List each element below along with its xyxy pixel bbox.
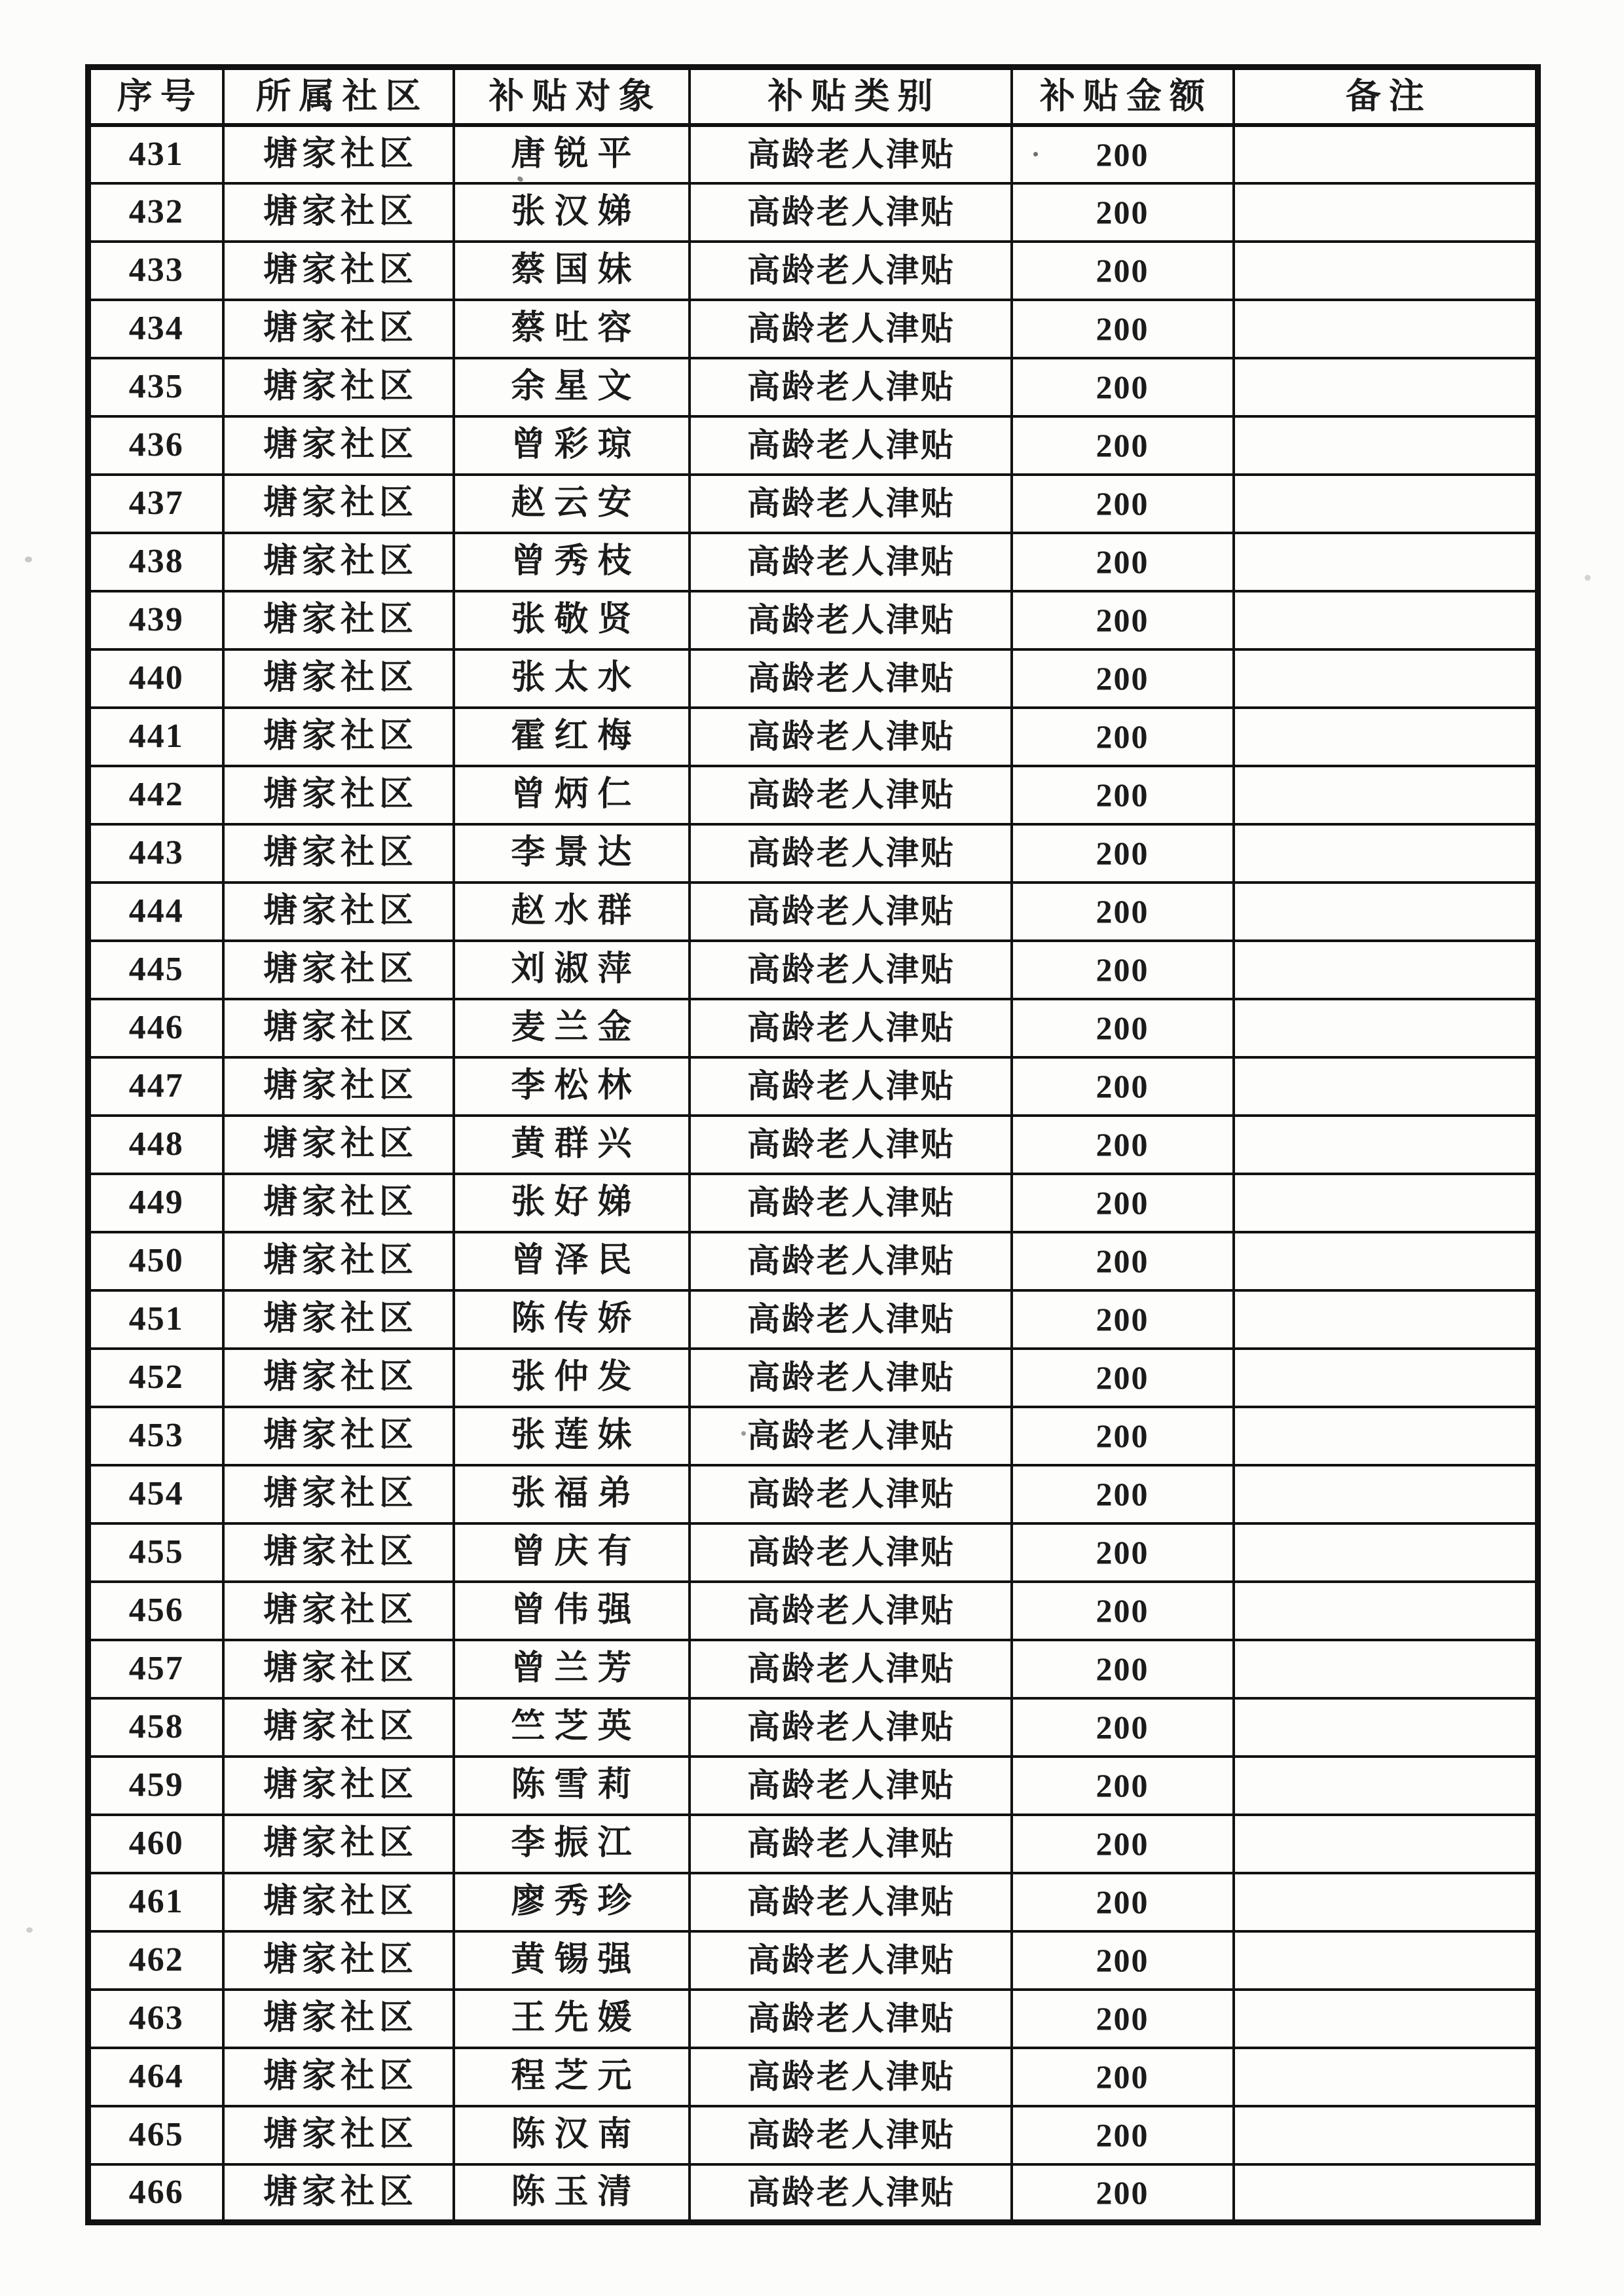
cell-amount: 200 [1012, 1640, 1234, 1698]
cell-name: 曾庆有 [454, 1523, 690, 1582]
cell-community: 塘家社区 [223, 2048, 454, 2106]
cell-category: 高龄老人津贴 [690, 1931, 1012, 1990]
table-row [88, 1873, 1538, 1931]
cell-name: 竺芝英 [454, 1698, 690, 1757]
cell-community: 塘家社区 [223, 2164, 454, 2223]
cell-name: 曾炳仁 [454, 766, 690, 824]
cell-name: 黄群兴 [454, 1116, 690, 1174]
cell-amount: 200 [1012, 1116, 1234, 1174]
cell-name: 唐锐平 [454, 125, 690, 183]
cell-community: 塘家社区 [223, 649, 454, 708]
cell-category: 高龄老人津贴 [690, 1407, 1012, 1465]
cell-serial: 448 [88, 1116, 223, 1174]
cell-name: 张好娣 [454, 1174, 690, 1232]
cell-serial: 437 [88, 475, 223, 533]
cell-name: 陈雪莉 [454, 1757, 690, 1815]
table-row [88, 708, 1538, 766]
cell-category: 高龄老人津贴 [690, 1174, 1012, 1232]
cell-community: 塘家社区 [223, 125, 454, 183]
cell-note [1234, 1407, 1538, 1465]
cell-amount: 200 [1012, 125, 1234, 183]
cell-note [1234, 649, 1538, 708]
cell-category: 高龄老人津贴 [690, 183, 1012, 242]
table-body [88, 125, 1538, 2223]
cell-serial: 459 [88, 1757, 223, 1815]
cell-community: 塘家社区 [223, 941, 454, 999]
cell-community: 塘家社区 [223, 883, 454, 941]
cell-serial: 446 [88, 999, 223, 1057]
cell-category: 高龄老人津贴 [690, 1640, 1012, 1698]
cell-amount: 200 [1012, 1465, 1234, 1523]
cell-community: 塘家社区 [223, 1873, 454, 1931]
cell-amount: 200 [1012, 2048, 1234, 2106]
table-row [88, 1174, 1538, 1232]
cell-amount: 200 [1012, 1815, 1234, 1873]
cell-community: 塘家社区 [223, 1232, 454, 1290]
scan-speckle [25, 556, 32, 562]
cell-note [1234, 475, 1538, 533]
cell-serial: 442 [88, 766, 223, 824]
cell-serial: 463 [88, 1990, 223, 2048]
cell-note [1234, 1465, 1538, 1523]
cell-amount: 200 [1012, 708, 1234, 766]
cell-serial: 461 [88, 1873, 223, 1931]
cell-category: 高龄老人津贴 [690, 1290, 1012, 1349]
cell-serial: 439 [88, 591, 223, 649]
cell-community: 塘家社区 [223, 1407, 454, 1465]
cell-note [1234, 1523, 1538, 1582]
cell-serial: 432 [88, 183, 223, 242]
cell-note [1234, 1873, 1538, 1931]
cell-amount: 200 [1012, 183, 1234, 242]
cell-note [1234, 300, 1538, 358]
cell-category: 高龄老人津贴 [690, 1232, 1012, 1290]
table-row [88, 1815, 1538, 1873]
cell-category: 高龄老人津贴 [690, 999, 1012, 1057]
cell-category: 高龄老人津贴 [690, 2048, 1012, 2106]
table-row [88, 1116, 1538, 1174]
cell-community: 塘家社区 [223, 533, 454, 591]
cell-community: 塘家社区 [223, 766, 454, 824]
cell-category: 高龄老人津贴 [690, 475, 1012, 533]
cell-community: 塘家社区 [223, 183, 454, 242]
table-row [88, 1232, 1538, 1290]
cell-note [1234, 591, 1538, 649]
table-row [88, 1582, 1538, 1640]
cell-name: 陈汉南 [454, 2106, 690, 2164]
cell-note [1234, 824, 1538, 883]
cell-serial: 449 [88, 1174, 223, 1232]
cell-community: 塘家社区 [223, 1990, 454, 2048]
scan-speckle [1585, 575, 1591, 581]
cell-amount: 200 [1012, 591, 1234, 649]
cell-category: 高龄老人津贴 [690, 941, 1012, 999]
cell-community: 塘家社区 [223, 242, 454, 300]
cell-amount: 200 [1012, 1407, 1234, 1465]
table-row [88, 1057, 1538, 1116]
table-row [88, 475, 1538, 533]
cell-note [1234, 1174, 1538, 1232]
table-row [88, 2048, 1538, 2106]
cell-amount: 200 [1012, 1232, 1234, 1290]
cell-community: 塘家社区 [223, 300, 454, 358]
cell-name: 曾兰芳 [454, 1640, 690, 1698]
cell-note [1234, 1640, 1538, 1698]
cell-note [1234, 1057, 1538, 1116]
cell-name: 余星文 [454, 358, 690, 416]
header-community: 所属社区 [223, 67, 454, 125]
cell-community: 塘家社区 [223, 708, 454, 766]
cell-note [1234, 2048, 1538, 2106]
cell-amount: 200 [1012, 358, 1234, 416]
cell-amount: 200 [1012, 533, 1234, 591]
cell-serial: 458 [88, 1698, 223, 1757]
cell-note [1234, 1757, 1538, 1815]
header-amount: 补贴金额 [1012, 67, 1234, 125]
cell-category: 高龄老人津贴 [690, 1582, 1012, 1640]
table-row [88, 1698, 1538, 1757]
cell-category: 高龄老人津贴 [690, 591, 1012, 649]
table-row [88, 533, 1538, 591]
cell-community: 塘家社区 [223, 1349, 454, 1407]
cell-serial: 434 [88, 300, 223, 358]
cell-amount: 200 [1012, 475, 1234, 533]
cell-amount: 200 [1012, 1582, 1234, 1640]
cell-community: 塘家社区 [223, 1640, 454, 1698]
cell-community: 塘家社区 [223, 1174, 454, 1232]
cell-community: 塘家社区 [223, 416, 454, 475]
header-category: 补贴类别 [690, 67, 1012, 125]
cell-serial: 440 [88, 649, 223, 708]
cell-serial: 431 [88, 125, 223, 183]
cell-category: 高龄老人津贴 [690, 533, 1012, 591]
table-row [88, 2106, 1538, 2164]
cell-amount: 200 [1012, 1990, 1234, 2048]
cell-community: 塘家社区 [223, 1116, 454, 1174]
table-row [88, 1290, 1538, 1349]
cell-category: 高龄老人津贴 [690, 2164, 1012, 2223]
cell-community: 塘家社区 [223, 1815, 454, 1873]
cell-amount: 200 [1012, 1873, 1234, 1931]
cell-note [1234, 2164, 1538, 2223]
cell-name: 李景达 [454, 824, 690, 883]
cell-community: 塘家社区 [223, 1931, 454, 1990]
cell-name: 曾秀枝 [454, 533, 690, 591]
cell-community: 塘家社区 [223, 1698, 454, 1757]
cell-note [1234, 125, 1538, 183]
cell-community: 塘家社区 [223, 1290, 454, 1349]
cell-category: 高龄老人津贴 [690, 416, 1012, 475]
cell-name: 程芝元 [454, 2048, 690, 2106]
cell-serial: 445 [88, 941, 223, 999]
cell-amount: 200 [1012, 300, 1234, 358]
cell-name: 张太水 [454, 649, 690, 708]
cell-serial: 451 [88, 1290, 223, 1349]
cell-category: 高龄老人津贴 [690, 1990, 1012, 2048]
cell-community: 塘家社区 [223, 1582, 454, 1640]
table-row [88, 1757, 1538, 1815]
table-header-row [88, 67, 1538, 125]
header-recipient: 补贴对象 [454, 67, 690, 125]
cell-name: 王先媛 [454, 1990, 690, 2048]
table-row [88, 1640, 1538, 1698]
cell-note [1234, 416, 1538, 475]
cell-serial: 435 [88, 358, 223, 416]
cell-category: 高龄老人津贴 [690, 242, 1012, 300]
cell-community: 塘家社区 [223, 2106, 454, 2164]
cell-name: 赵云安 [454, 475, 690, 533]
cell-name: 蔡国妹 [454, 242, 690, 300]
cell-serial: 436 [88, 416, 223, 475]
table-row [88, 1523, 1538, 1582]
scan-speckle [741, 1431, 746, 1436]
cell-note [1234, 1349, 1538, 1407]
cell-category: 高龄老人津贴 [690, 1873, 1012, 1931]
cell-note [1234, 358, 1538, 416]
cell-amount: 200 [1012, 766, 1234, 824]
cell-serial: 452 [88, 1349, 223, 1407]
cell-community: 塘家社区 [223, 1057, 454, 1116]
cell-name: 曾伟强 [454, 1582, 690, 1640]
cell-category: 高龄老人津贴 [690, 1757, 1012, 1815]
cell-note [1234, 766, 1538, 824]
cell-name: 张汉娣 [454, 183, 690, 242]
subsidy-table [85, 64, 1541, 2225]
cell-name: 张仲发 [454, 1349, 690, 1407]
cell-amount: 200 [1012, 649, 1234, 708]
cell-category: 高龄老人津贴 [690, 300, 1012, 358]
cell-amount: 200 [1012, 1523, 1234, 1582]
table-row [88, 591, 1538, 649]
cell-name: 蔡吐容 [454, 300, 690, 358]
cell-note [1234, 999, 1538, 1057]
cell-name: 曾泽民 [454, 1232, 690, 1290]
cell-serial: 443 [88, 824, 223, 883]
cell-category: 高龄老人津贴 [690, 1116, 1012, 1174]
cell-note [1234, 1931, 1538, 1990]
table-row [88, 1931, 1538, 1990]
cell-amount: 200 [1012, 883, 1234, 941]
cell-category: 高龄老人津贴 [690, 766, 1012, 824]
table-row [88, 125, 1538, 183]
cell-serial: 441 [88, 708, 223, 766]
cell-community: 塘家社区 [223, 999, 454, 1057]
cell-community: 塘家社区 [223, 358, 454, 416]
cell-note [1234, 1815, 1538, 1873]
cell-note [1234, 533, 1538, 591]
cell-amount: 200 [1012, 1349, 1234, 1407]
table-row [88, 999, 1538, 1057]
table-row [88, 766, 1538, 824]
table-row [88, 1465, 1538, 1523]
table-row [88, 649, 1538, 708]
cell-serial: 433 [88, 242, 223, 300]
table-row [88, 1349, 1538, 1407]
cell-note [1234, 242, 1538, 300]
cell-serial: 457 [88, 1640, 223, 1698]
cell-name: 李松林 [454, 1057, 690, 1116]
scan-speckle [1033, 152, 1038, 156]
cell-amount: 200 [1012, 1757, 1234, 1815]
cell-name: 张莲妹 [454, 1407, 690, 1465]
cell-category: 高龄老人津贴 [690, 1523, 1012, 1582]
cell-name: 陈玉清 [454, 2164, 690, 2223]
cell-name: 曾彩琼 [454, 416, 690, 475]
cell-serial: 450 [88, 1232, 223, 1290]
cell-amount: 200 [1012, 824, 1234, 883]
cell-serial: 462 [88, 1931, 223, 1990]
table-row [88, 941, 1538, 999]
cell-name: 赵水群 [454, 883, 690, 941]
table-row [88, 883, 1538, 941]
cell-amount: 200 [1012, 999, 1234, 1057]
cell-note [1234, 183, 1538, 242]
cell-amount: 200 [1012, 416, 1234, 475]
cell-serial: 466 [88, 2164, 223, 2223]
cell-serial: 464 [88, 2048, 223, 2106]
table-row [88, 1990, 1538, 2048]
cell-name: 麦兰金 [454, 999, 690, 1057]
cell-community: 塘家社区 [223, 475, 454, 533]
table-row [88, 824, 1538, 883]
scan-speckle [26, 1927, 33, 1933]
cell-serial: 455 [88, 1523, 223, 1582]
cell-name: 张敬贤 [454, 591, 690, 649]
cell-note [1234, 941, 1538, 999]
cell-serial: 460 [88, 1815, 223, 1873]
cell-category: 高龄老人津贴 [690, 1465, 1012, 1523]
cell-amount: 200 [1012, 1931, 1234, 1990]
cell-name: 陈传娇 [454, 1290, 690, 1349]
cell-note [1234, 1116, 1538, 1174]
cell-note [1234, 1582, 1538, 1640]
table-row [88, 358, 1538, 416]
cell-serial: 444 [88, 883, 223, 941]
cell-category: 高龄老人津贴 [690, 1698, 1012, 1757]
cell-amount: 200 [1012, 941, 1234, 999]
cell-name: 廖秀珍 [454, 1873, 690, 1931]
cell-note [1234, 883, 1538, 941]
cell-amount: 200 [1012, 2164, 1234, 2223]
cell-name: 霍红梅 [454, 708, 690, 766]
cell-category: 高龄老人津贴 [690, 708, 1012, 766]
cell-serial: 456 [88, 1582, 223, 1640]
cell-community: 塘家社区 [223, 1757, 454, 1815]
cell-note [1234, 2106, 1538, 2164]
cell-category: 高龄老人津贴 [690, 125, 1012, 183]
cell-serial: 447 [88, 1057, 223, 1116]
cell-community: 塘家社区 [223, 824, 454, 883]
cell-category: 高龄老人津贴 [690, 358, 1012, 416]
header-serial: 序号 [88, 67, 223, 125]
cell-community: 塘家社区 [223, 591, 454, 649]
cell-category: 高龄老人津贴 [690, 1815, 1012, 1873]
cell-amount: 200 [1012, 2106, 1234, 2164]
cell-amount: 200 [1012, 1057, 1234, 1116]
cell-name: 黄锡强 [454, 1931, 690, 1990]
cell-community: 塘家社区 [223, 1523, 454, 1582]
cell-name: 刘淑萍 [454, 941, 690, 999]
cell-name: 李振江 [454, 1815, 690, 1873]
cell-category: 高龄老人津贴 [690, 1057, 1012, 1116]
table-row [88, 1407, 1538, 1465]
cell-note [1234, 1698, 1538, 1757]
cell-category: 高龄老人津贴 [690, 2106, 1012, 2164]
cell-amount: 200 [1012, 1290, 1234, 1349]
cell-category: 高龄老人津贴 [690, 883, 1012, 941]
cell-note [1234, 708, 1538, 766]
cell-category: 高龄老人津贴 [690, 1349, 1012, 1407]
cell-category: 高龄老人津贴 [690, 824, 1012, 883]
table-row [88, 183, 1538, 242]
table-row [88, 2164, 1538, 2223]
cell-amount: 200 [1012, 1698, 1234, 1757]
cell-serial: 465 [88, 2106, 223, 2164]
cell-note [1234, 1990, 1538, 2048]
cell-community: 塘家社区 [223, 1465, 454, 1523]
cell-amount: 200 [1012, 1174, 1234, 1232]
cell-note [1234, 1232, 1538, 1290]
cell-name: 张福弟 [454, 1465, 690, 1523]
cell-serial: 438 [88, 533, 223, 591]
cell-serial: 454 [88, 1465, 223, 1523]
cell-serial: 453 [88, 1407, 223, 1465]
table-row [88, 242, 1538, 300]
cell-category: 高龄老人津贴 [690, 649, 1012, 708]
cell-note [1234, 1290, 1538, 1349]
header-note: 备注 [1234, 67, 1538, 125]
table-row [88, 300, 1538, 358]
table-row [88, 416, 1538, 475]
cell-amount: 200 [1012, 242, 1234, 300]
